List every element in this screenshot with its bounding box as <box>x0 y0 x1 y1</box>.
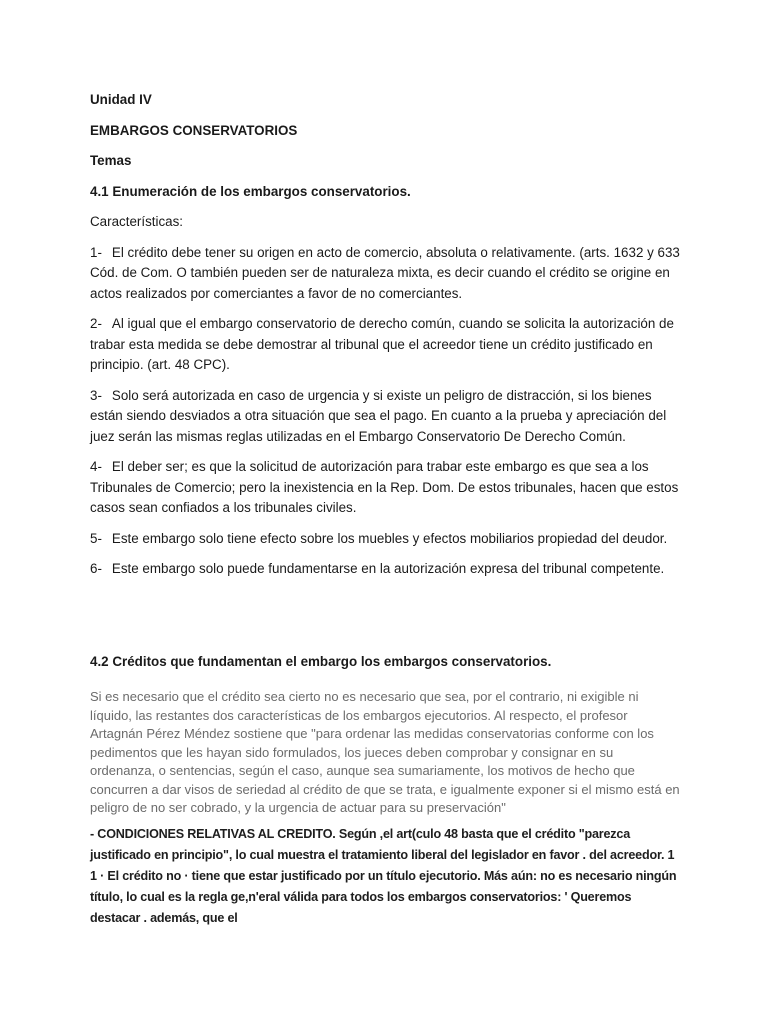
list-item-number: 6- <box>90 561 102 576</box>
characteristics-list <box>90 243 680 580</box>
document-body <box>90 90 680 929</box>
vertical-spacer <box>90 590 680 652</box>
list-item-text: El crédito debe tener su origen en acto de comercio, absoluta o relativamente. (arts. 1632 y 633 Cód. de Com. O también pueden ser de naturaleza mixta, es decir cuando el crédito se origine en actos realizados por comerciantes a favor de no comerciantes. <box>90 244 680 301</box>
list-item <box>90 529 680 550</box>
list-item <box>90 386 680 448</box>
list-item-number: 4- <box>90 459 102 474</box>
list-item-text: Este embargo solo tiene efecto sobre los muebles y efectos mobiliarios propiedad del deudor. <box>111 530 668 546</box>
list-item-text: Al igual que el embargo conservatorio de derecho común, cuando se solicita la autorización de trabar esta medida se debe demostrar al tribunal que el acreedor tiene un crédito justificado en principio. (art. 48 CPC). <box>90 316 674 372</box>
list-item-number: 5- <box>90 530 102 546</box>
list-item <box>90 243 680 305</box>
list-item-number: 1- <box>90 244 102 260</box>
list-item <box>90 457 680 519</box>
list-item-number: 3- <box>90 387 102 403</box>
list-item <box>90 559 680 580</box>
topics-label: Temas <box>90 153 132 168</box>
list-item-number: 2- <box>90 316 102 331</box>
quote-paragraph: Si es necesario que el crédito sea cierto no es necesario que sea, por el contrario, ni exigible ni líquido, las restantes dos características de los embargos ejecutorios. Al respecto, el profesor Artagnán Pérez Méndez sostiene que "para ordenar las medidas conservatorias conforme con los pedimentos que les hayan sido formulados, los jueces deben comprobar y consignar en su ordenanza, o sentencias, según el caso, aunque sea sumariamente, los motivos de hecho que concurren a dar visos de seriedad al crédito de que se trata, e igualmente exponer si el mismo está en peligro de no ser cobrado, y la urgencia de actuar para su preservación" <box>90 689 680 815</box>
list-item-text: El deber ser; es que la solicitud de autorización para trabar este embargo es que sea a los Tribunales de Comercio; pero la inexistencia en la Rep. Dom. De estos tribunales, hacen que estos casos sean confiados a los tribunales civiles. <box>90 459 679 515</box>
unit-title: Unidad IV <box>90 92 152 107</box>
characteristics-label: Características: <box>90 214 184 229</box>
list-item-text: Este embargo solo puede fundamentarse en la autorización expresa del tribunal competente. <box>111 561 665 576</box>
conditions-paragraph: - CONDICIONES RELATIVAS AL CREDITO. Según ,el art(culo 48 basta que el crédito "parezca justificado en principio", lo cual muestra el tratamiento liberal del legislador en favor . del acreedor. 1 1 · El crédito no · tiene que estar justificado por un título ejecutorio. Más aún: no es necesario ningún título, lo cual es la regla ge,n'eral válida para todos los embargos conservatorios: ' Queremos destacar . además, que el <box>90 826 677 925</box>
section-heading-4-1: 4.1 Enumeración de los embargos conservatorios. <box>90 183 411 199</box>
list-item-text: Solo será autorizada en caso de urgencia y si existe un peligro de distracción, si los bienes están siendo desviados a otra situación que sea el pago. En cuanto a la prueba y apreciación del juez serán las mismas reglas utilizadas en el Embargo Conservatorio De Derecho Común. <box>90 387 667 444</box>
list-item <box>90 314 680 376</box>
chapter-title: EMBARGOS CONSERVATORIOS <box>90 122 298 138</box>
section-heading-4-2: 4.2 Créditos que fundamentan el embargo los embargos conservatorios. <box>90 653 552 669</box>
